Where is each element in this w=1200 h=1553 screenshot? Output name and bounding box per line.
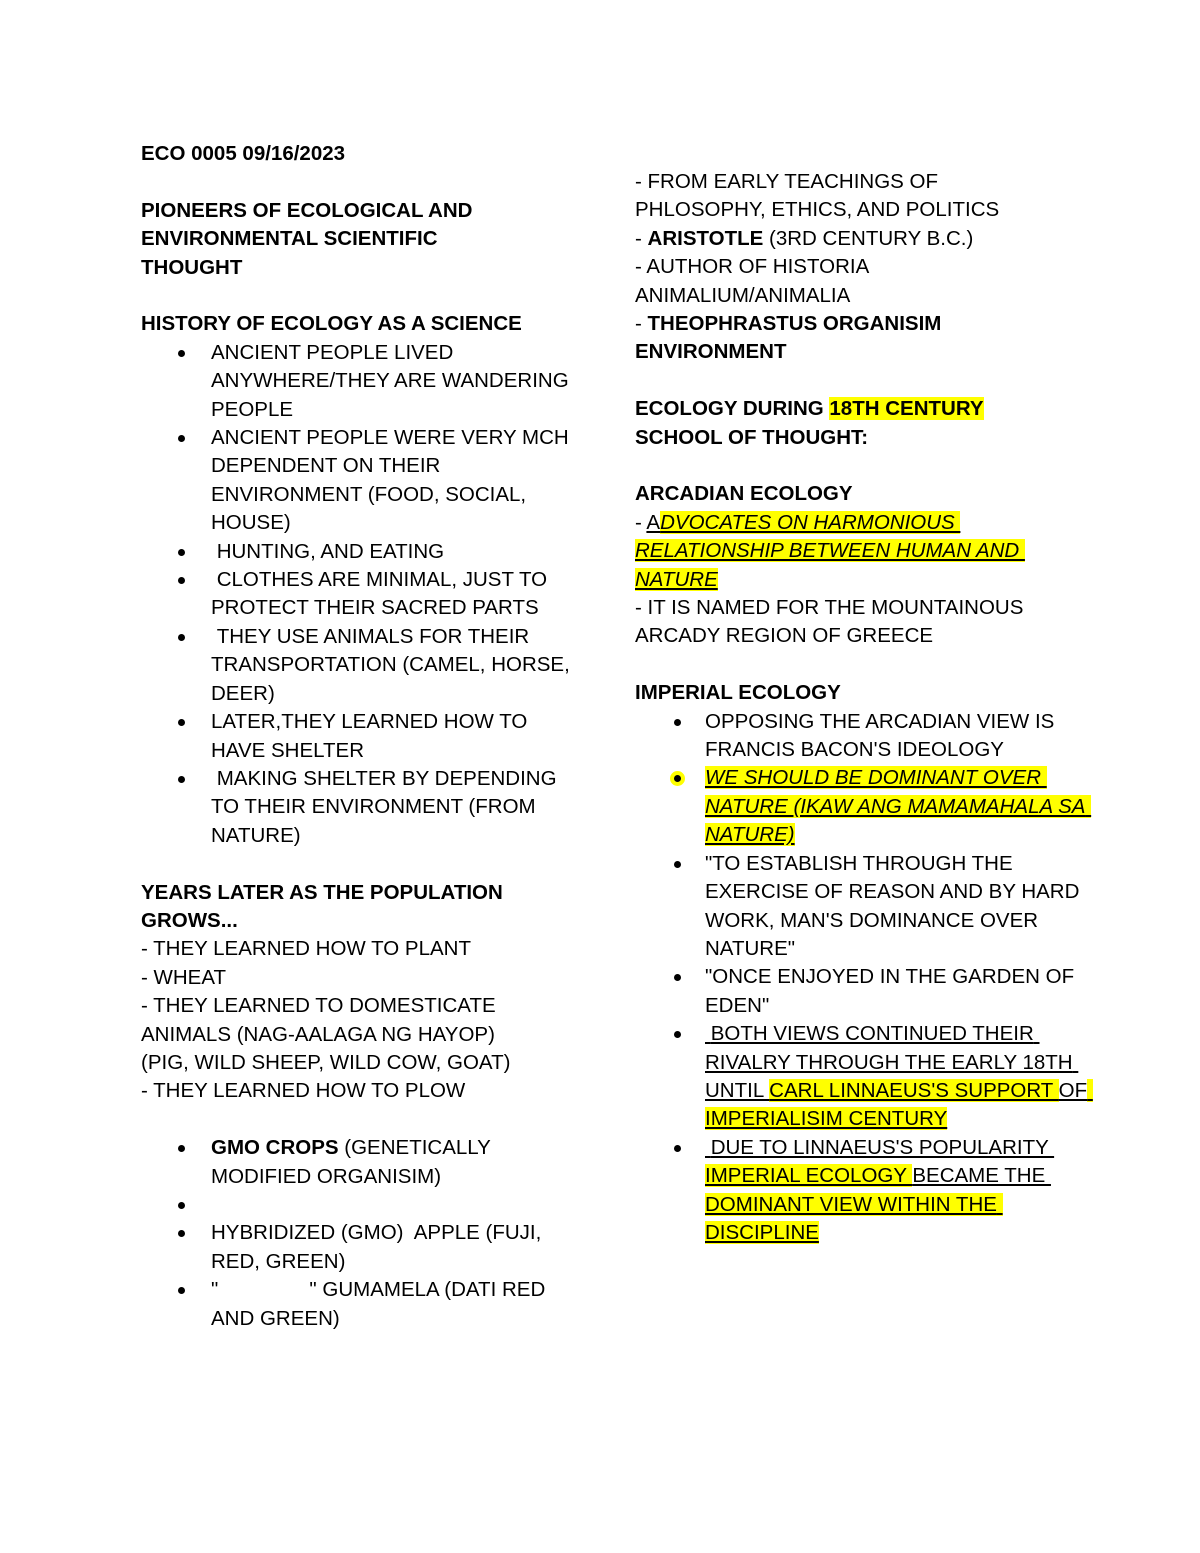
heading-pioneers-1: PIONEERS OF ECOLOGICAL AND <box>141 198 473 222</box>
heading-pioneers-3: THOUGHT <box>141 255 243 279</box>
list-item: MAKING SHELTER BY DEPENDING TO THEIR ENVIRONMENT (FROM NATURE) <box>141 765 581 850</box>
population-line: - WHEAT <box>141 965 227 989</box>
author-line: - AUTHOR OF HISTORIA <box>635 255 870 279</box>
list-item: ANCIENT PEOPLE LIVED ANYWHERE/THEY ARE WANDERING PEOPLE <box>141 339 581 424</box>
heading-population-2: GROWS... <box>141 908 238 932</box>
right-column <box>635 168 1095 1247</box>
arcady-line: ARCADY REGION OF GREECE <box>635 624 934 648</box>
intro-line: PHLOSOPHY, ETHICS, AND POLITICS <box>635 198 1000 222</box>
population-line: - THEY LEARNED HOW TO PLOW <box>141 1079 466 1103</box>
heading-population-1: YEARS LATER AS THE POPULATION <box>141 880 503 904</box>
list-item: HUNTING, AND EATING <box>141 538 581 566</box>
heading-18th-century: ECOLOGY DURING 18TH CENTURY <box>635 397 984 421</box>
population-line: - THEY LEARNED TO DOMESTICATE <box>141 994 496 1018</box>
aristotle-line: - ARISTOTLE (3RD CENTURY B.C.) <box>635 226 974 250</box>
list-item-popularity: DUE TO LINNAEUS'S POPULARITY IMPERIAL ECOLOGY BECAME THE DOMINANT VIEW WITHIN THE DISCIPLINE <box>635 1134 1095 1248</box>
list-item: THEY USE ANIMALS FOR THEIR TRANSPORTATION (CAMEL, HORSE, DEER) <box>141 623 581 708</box>
heading-school-of-thought: SCHOOL OF THOUGHT: <box>635 425 869 449</box>
list-item-gumamela: " " GUMAMELA (DATI RED AND GREEN) <box>141 1276 581 1333</box>
arcadian-line-1: - ADVOCATES ON HARMONIOUS <box>635 510 961 534</box>
imperial-list <box>635 708 1095 1248</box>
arcadian-line-3: NATURE <box>635 567 718 591</box>
list-item: OPPOSING THE ARCADIAN VIEW IS FRANCIS BACON'S IDEOLOGY <box>635 708 1095 765</box>
intro-line: - FROM EARLY TEACHINGS OF <box>635 170 938 193</box>
document-title: ECO 0005 09/16/2023 <box>141 142 346 165</box>
list-item: "TO ESTABLISH THROUGH THE EXERCISE OF REASON AND BY HARD WORK, MAN'S DOMINANCE OVER NATURE" <box>635 850 1095 964</box>
left-column <box>141 140 581 1333</box>
arcady-line: - IT IS NAMED FOR THE MOUNTAINOUS <box>635 596 1024 620</box>
list-item: CLOTHES ARE MINIMAL, JUST TO PROTECT THEIR SACRED PARTS <box>141 566 581 623</box>
list-item-empty <box>141 1191 581 1219</box>
heading-arcadian: ARCADIAN ECOLOGY <box>635 482 853 506</box>
theophrastus-line: - THEOPHRASTUS ORGANISIM <box>635 312 942 336</box>
list-item-dominant: WE SHOULD BE DOMINANT OVER NATURE (IKAW ANG MAMAMAHALA SA NATURE) <box>635 764 1095 849</box>
list-item-hybrid: HYBRIDIZED (GMO) APPLE (FUJI, RED, GREEN) <box>141 1219 581 1276</box>
heading-history: HISTORY OF ECOLOGY AS A SCIENCE <box>141 312 522 336</box>
list-item-rivalry: BOTH VIEWS CONTINUED THEIR RIVALRY THROUGH THE EARLY 18TH UNTIL CARL LINNAEUS'S SUPPORT OF IMPERIALISIM CENTURY <box>635 1020 1095 1134</box>
list-item-gmo: GMO CROPS (GENETICALLY MODIFIED ORGANISIM) <box>141 1134 581 1191</box>
author-line: ANIMALIUM/ANIMALIA <box>635 283 851 307</box>
list-item: "ONCE ENJOYED IN THE GARDEN OF EDEN" <box>635 963 1095 1020</box>
heading-imperial: IMPERIAL ECOLOGY <box>635 681 841 705</box>
heading-pioneers-2: ENVIRONMENTAL SCIENTIFIC <box>141 227 438 251</box>
population-line: ANIMALS (NAG-AALAGA NG HAYOP) <box>141 1022 495 1046</box>
list-item: LATER,THEY LEARNED HOW TO HAVE SHELTER <box>141 708 581 765</box>
list-item: ANCIENT PEOPLE WERE VERY MCH DEPENDENT ON THEIR ENVIRONMENT (FOOD, SOCIAL, HOUSE) <box>141 424 581 538</box>
theophrastus-line-2: ENVIRONMENT <box>635 340 787 364</box>
arcadian-line-2: RELATIONSHIP BETWEEN HUMAN AND <box>635 539 1025 563</box>
gmo-list <box>141 1134 581 1333</box>
population-line: (PIG, WILD SHEEP, WILD COW, GOAT) <box>141 1050 511 1074</box>
population-line: - THEY LEARNED HOW TO PLANT <box>141 937 471 961</box>
history-list <box>141 339 581 850</box>
